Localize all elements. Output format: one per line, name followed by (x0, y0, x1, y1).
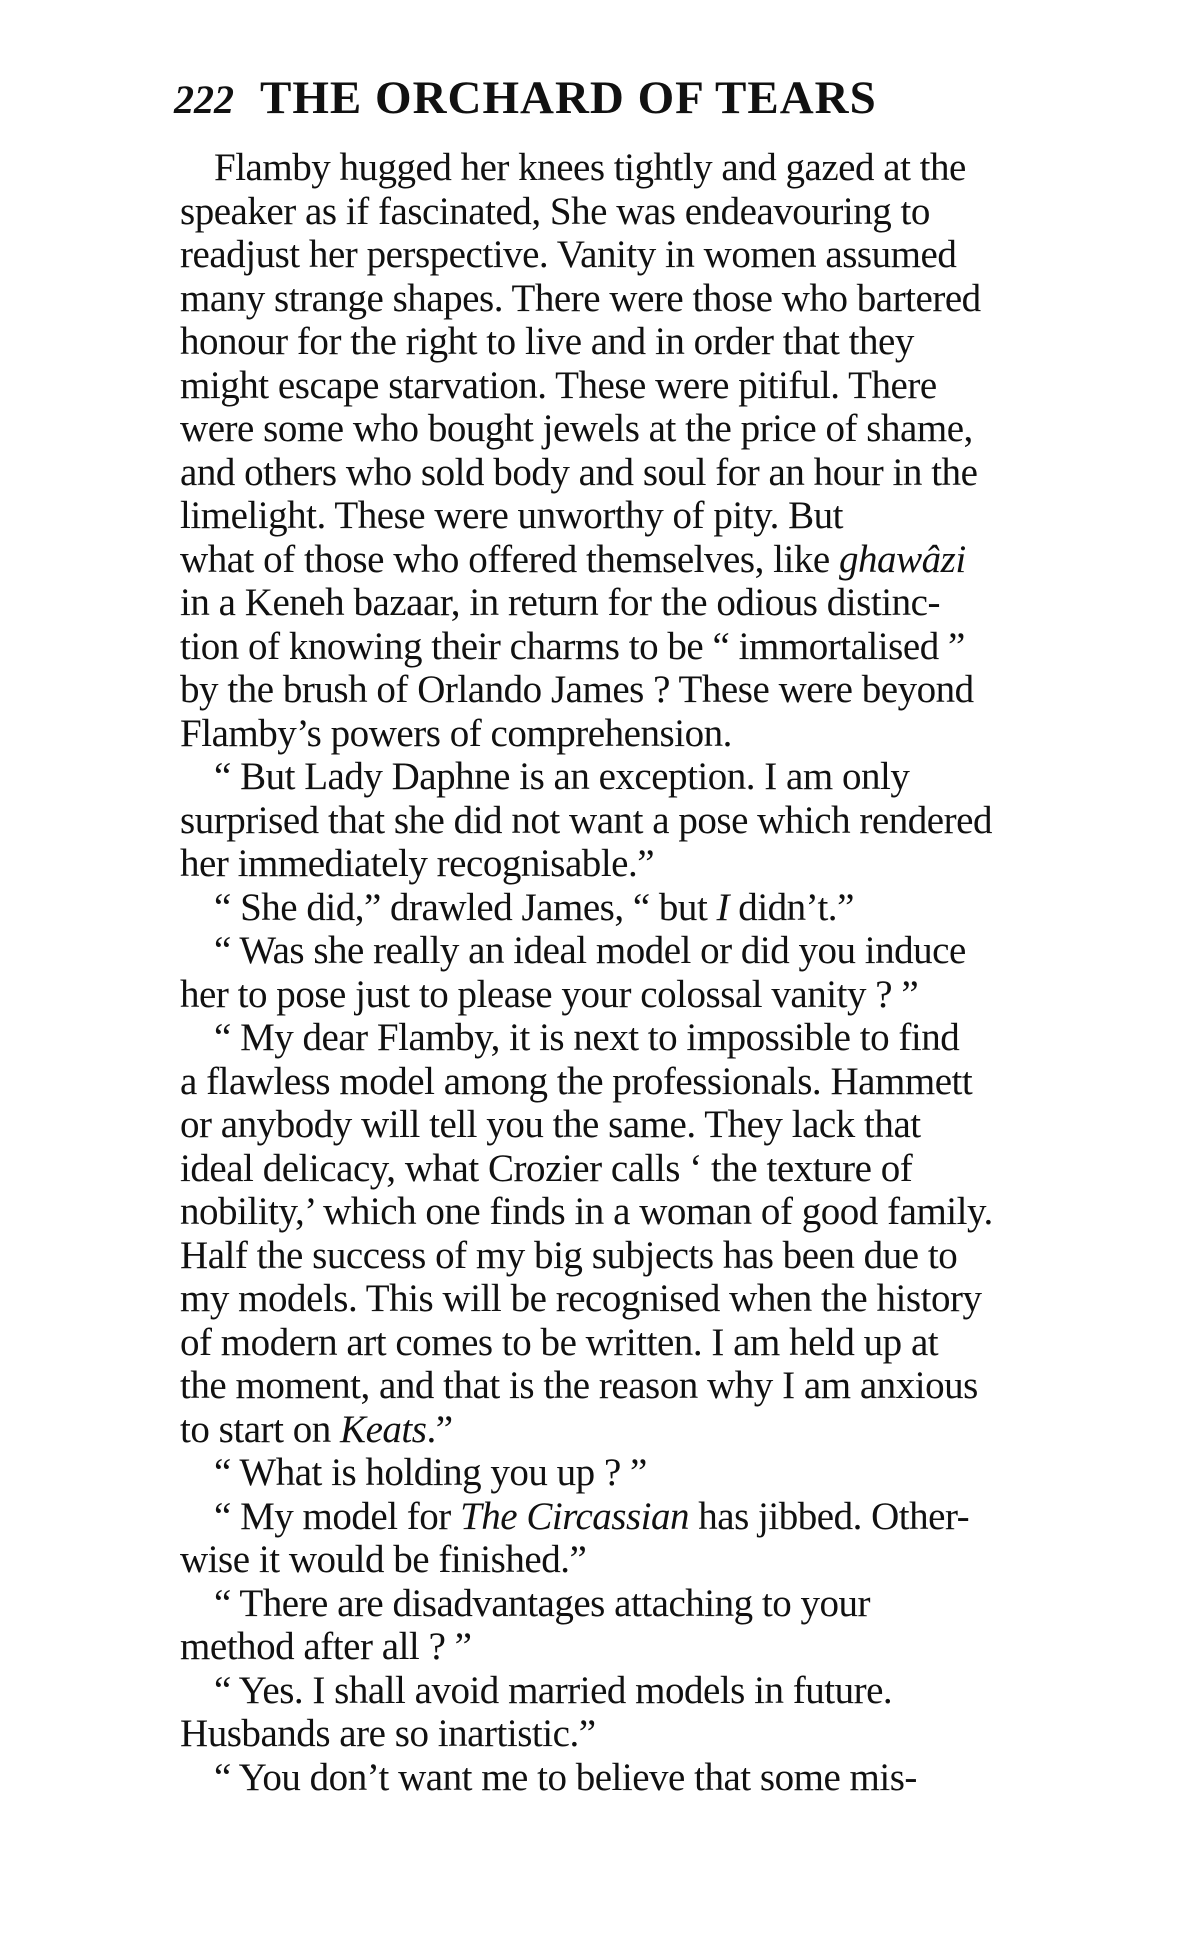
text-line (180, 407, 1190, 451)
text-line (180, 929, 1190, 973)
italic-text: ghawâzi (839, 537, 966, 581)
text-line (180, 755, 1190, 799)
text-line (180, 712, 1190, 756)
line-text: “ What is holding you up ? ” (214, 1451, 647, 1494)
line-text: readjust her perspective. Vanity in women assumed (180, 233, 957, 276)
line-text: “ Was she really an ideal model or did you induce (214, 929, 966, 972)
line-text: “ You don’t want me to believe that some mis- (214, 1755, 917, 1799)
running-title: THE ORCHARD OF TEARS (260, 72, 877, 124)
running-header (174, 68, 1054, 128)
line-text: “ She did,” drawled James, “ but (214, 885, 717, 929)
line-text: nobility,’ which one finds in a woman of good family. (180, 1190, 993, 1233)
text-line (180, 886, 1190, 930)
text-line (180, 1625, 1190, 1669)
text-line (180, 973, 1190, 1017)
line-text: “ There are disadvantages attaching to your (214, 1581, 871, 1625)
text-line (180, 538, 1190, 582)
line-text: “ Yes. I shall avoid married models in future. (214, 1668, 893, 1712)
text-line (180, 1147, 1190, 1191)
text-line (180, 277, 1190, 321)
line-text: Husbands are so inartistic.” (180, 1712, 596, 1755)
text-line (180, 799, 1190, 843)
text-line (180, 1190, 1190, 1234)
text-line (180, 625, 1190, 669)
text-line (180, 842, 1190, 886)
line-text: wise it would be finished.” (180, 1538, 587, 1581)
text-line (180, 451, 1190, 495)
text-line (180, 190, 1190, 234)
line-text: her to pose just to please your colossal vanity ? ” (180, 972, 919, 1016)
text-line (180, 1582, 1190, 1626)
body-text (180, 146, 1190, 1799)
text-line (180, 1712, 1190, 1756)
text-line (180, 1277, 1190, 1321)
text-line (180, 581, 1190, 625)
line-text: what of those who offered themselves, like (180, 537, 839, 581)
page-number: 222 (174, 77, 234, 122)
text-line (180, 1103, 1190, 1147)
line-text: speaker as if fascinated, She was endeavouring to (180, 189, 930, 233)
line-text: “ My model for (214, 1494, 461, 1538)
line-text: ideal delicacy, what Crozier calls ‘ the texture of (180, 1146, 913, 1190)
line-text: “ My dear Flamby, it is next to impossible to find (214, 1016, 960, 1059)
text-line (180, 233, 1190, 277)
line-text: honour for the right to live and in order that they (180, 320, 914, 363)
text-line (180, 494, 1190, 538)
text-line (180, 146, 1190, 190)
line-text: to start on (180, 1407, 341, 1451)
line-text: a flawless model among the professionals. Hammett (180, 1059, 973, 1103)
line-text-after: .” (426, 1407, 453, 1451)
line-text: limelight. These were unworthy of pity. But (180, 494, 844, 537)
line-text: of modern art comes to be written. I am held up at (180, 1320, 939, 1364)
italic-text: Keats (340, 1407, 427, 1451)
italic-text: The Circassian (460, 1494, 690, 1538)
text-line (180, 1756, 1190, 1800)
line-text: and others who sold body and soul for an hour in the (180, 450, 978, 494)
text-line (180, 1060, 1190, 1104)
text-line (180, 364, 1190, 408)
line-text: were some who bought jewels at the price of shame, (180, 407, 973, 450)
line-text: “ But Lady Daphne is an exception. I am only (214, 755, 910, 798)
text-line (180, 1364, 1190, 1408)
line-text: the moment, and that is the reason why I am anxious (180, 1364, 978, 1407)
line-text: method after all ? ” (180, 1625, 472, 1668)
text-line (180, 1495, 1190, 1539)
line-text-after: has jibbed. Other- (689, 1494, 970, 1538)
line-text: many strange shapes. There were those who bartered (180, 276, 981, 320)
text-line (180, 668, 1190, 712)
text-line (180, 1451, 1190, 1495)
text-line (180, 1669, 1190, 1713)
line-text: surprised that she did not want a pose which rendered (180, 798, 992, 842)
line-text: tion of knowing their charms to be “ immortalised ” (180, 624, 965, 668)
text-line (180, 1234, 1190, 1278)
line-text: might escape starvation. These were pitiful. There (180, 363, 937, 407)
text-line (180, 320, 1190, 364)
line-text: Flamby hugged her knees tightly and gazed at the (214, 146, 966, 189)
italic-text: I (716, 885, 730, 929)
line-text: Half the success of my big subjects has been due to (180, 1233, 958, 1277)
text-line (180, 1408, 1190, 1452)
line-text: by the brush of Orlando James ? These were beyond (180, 668, 974, 711)
text-line (180, 1321, 1190, 1365)
line-text: in a Keneh bazaar, in return for the odious distinc- (180, 581, 940, 624)
line-text-after: didn’t.” (729, 885, 854, 929)
line-text: or anybody will tell you the same. They lack that (180, 1103, 921, 1146)
line-text: my models. This will be recognised when the history (180, 1277, 982, 1320)
text-line (180, 1016, 1190, 1060)
line-text: Flamby’s powers of comprehension. (180, 711, 732, 755)
line-text: her immediately recognisable.” (180, 842, 655, 885)
text-line (180, 1538, 1190, 1582)
